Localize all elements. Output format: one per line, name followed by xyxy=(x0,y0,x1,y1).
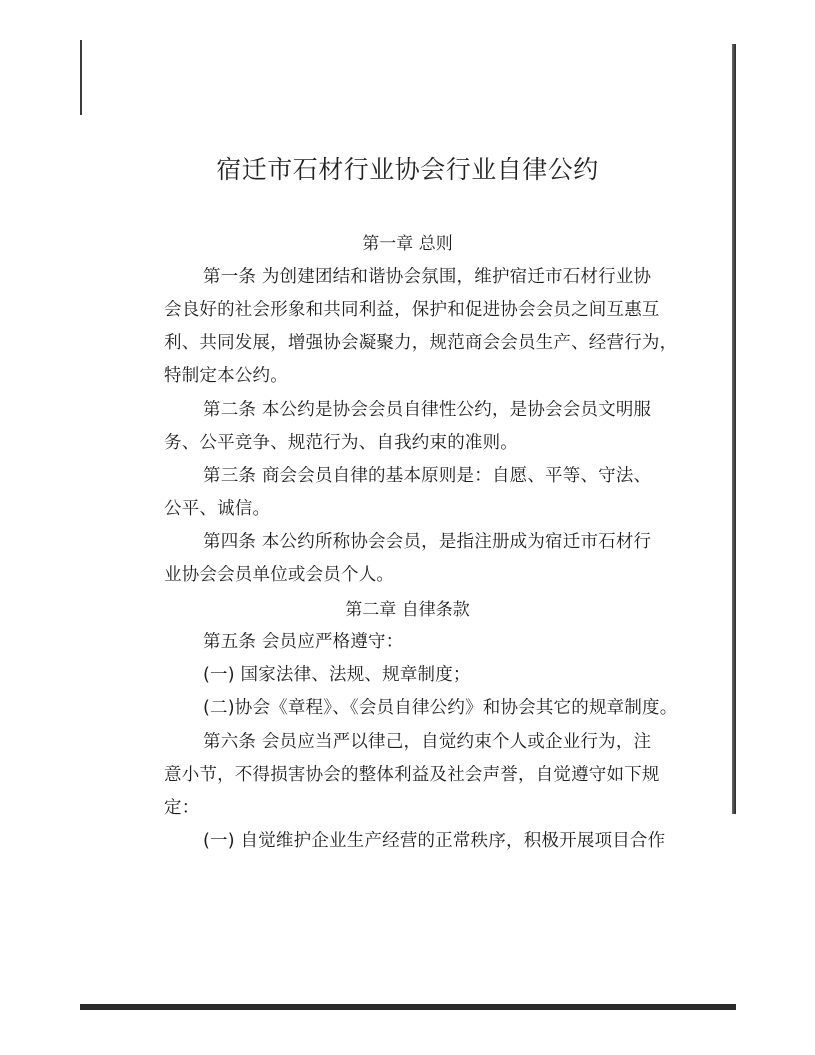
article-6-line-1: 第六条 会员应当严以律己，自觉约束个人或企业行为，注 xyxy=(203,732,652,752)
chapter-heading-2: 第二章 自律条款 xyxy=(345,600,470,620)
article-1-line-3: 利、共同发展，增强协会凝聚力，规范商会会员生产、经营行为， xyxy=(164,333,678,353)
article-1-line-4: 特制定本公约。 xyxy=(164,366,288,386)
article-2-line-2: 务、公平竞争、规范行为、自我约束的准则。 xyxy=(164,433,518,453)
article-6-line-2: 意小节，不得损害协会的整体利益及社会声誉，自觉遵守如下规 xyxy=(164,765,660,785)
article-5-item-1: (一) 国家法律、法规、规章制度； xyxy=(203,665,471,685)
scan-edge-bottom xyxy=(80,1004,736,1010)
article-5-line-1: 第五条 会员应严格遵守： xyxy=(203,632,404,652)
scan-edge-left xyxy=(80,40,82,115)
article-3-line-2: 公平、诚信。 xyxy=(164,499,271,519)
article-5-item-2: (二)协会《章程》、《会员自律公约》和协会其它的规章制度。 xyxy=(203,698,678,718)
article-4-line-2: 业协会会员单位或会员个人。 xyxy=(164,565,395,585)
article-2-line-1: 第二条 本公约是协会会员自律性公约，是协会会员文明服 xyxy=(203,400,652,420)
article-4-line-1: 第四条 本公约所称协会会员，是指注册成为宿迁市石材行 xyxy=(203,532,652,552)
article-6-item-1: (一) 自觉维护企业生产经营的正常秩序，积极开展项目合作 xyxy=(203,831,666,851)
article-1-line-2: 会良好的社会形象和共同利益，保护和促进协会会员之间互惠互 xyxy=(164,300,660,320)
document-title: 宿迁市石材行业协会行业自律公约 xyxy=(216,155,599,184)
article-1-line-1: 第一条 为创建团结和谐协会氛围，维护宿迁市石材行业协 xyxy=(203,267,652,287)
article-6-line-3: 定： xyxy=(164,798,200,818)
chapter-heading-1: 第一章 总则 xyxy=(362,234,453,254)
article-3-line-1: 第三条 商会会员自律的基本原则是：自愿、平等、守法、 xyxy=(203,466,652,486)
